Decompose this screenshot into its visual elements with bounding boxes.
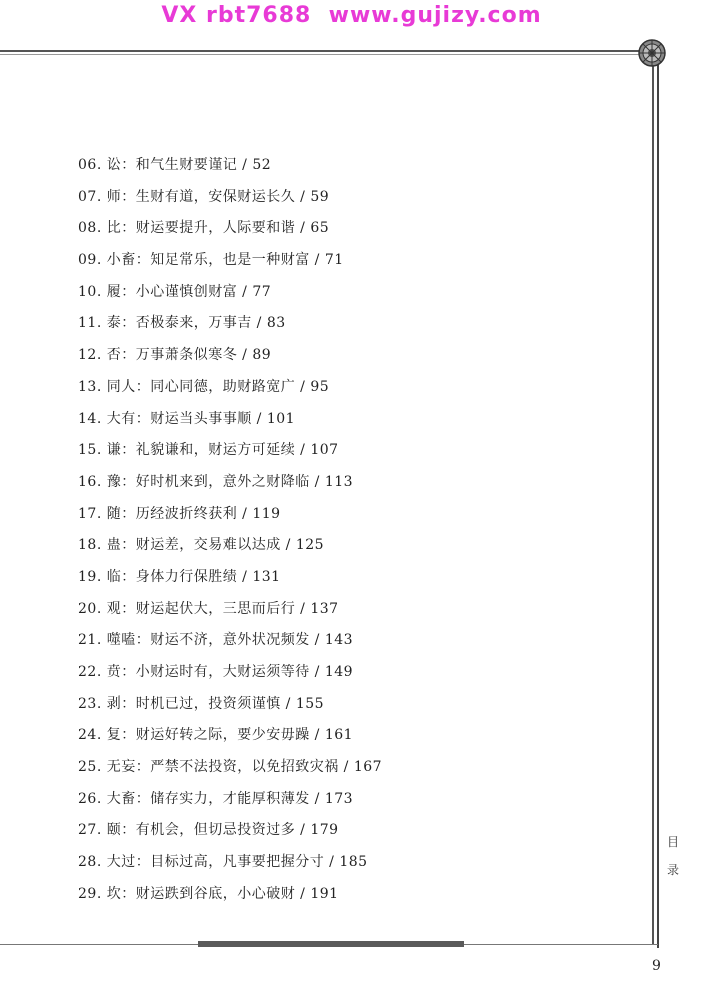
page-number: 9 [652, 958, 661, 974]
toc-entry[interactable]: 18. 蛊：财运差，交易难以达成 / 125 [78, 537, 325, 554]
toc-entry[interactable]: 19. 临：身体力行保胜绩 / 131 [78, 568, 281, 585]
toc-entry[interactable]: 08. 比：财运要提升，人际要和谐 / 65 [78, 220, 330, 237]
watermark: VX rbt7688 www.gujizy.com [161, 3, 542, 28]
toc-entry[interactable]: 24. 复：财运好转之际，要少安毋躁 / 161 [78, 727, 354, 744]
table-of-contents [78, 150, 382, 911]
toc-entry[interactable]: 23. 剥：时机已过，投资须谨慎 / 155 [78, 695, 325, 712]
toc-entry[interactable]: 09. 小畜：知足常乐，也是一种财富 / 71 [78, 252, 344, 269]
toc-entry[interactable]: 11. 泰：否极泰来，万事吉 / 83 [78, 315, 286, 332]
section-label-char: 录 [666, 863, 679, 877]
toc-entry[interactable]: 14. 大有：财运当头事事顺 / 101 [78, 410, 296, 427]
toc-entry[interactable]: 10. 履：小心谨慎创财富 / 77 [78, 283, 272, 300]
toc-entry[interactable]: 15. 谦：礼貌谦和，财运方可延续 / 107 [78, 442, 339, 459]
toc-entry[interactable]: 07. 师：生财有道，安保财运长久 / 59 [78, 188, 330, 205]
frame-right-line [652, 60, 654, 945]
toc-entry[interactable]: 20. 观：财运起伏大，三思而后行 / 137 [78, 600, 339, 617]
toc-entry[interactable]: 21. 噬嗑：财运不济，意外状况频发 / 143 [78, 632, 354, 649]
toc-entry[interactable]: 26. 大畜：储存实力，才能厚积薄发 / 173 [78, 790, 354, 807]
toc-entry[interactable]: 13. 同人：同心同德，助财路宽广 / 95 [78, 378, 330, 395]
toc-entry[interactable]: 12. 否：万事萧条似寒冬 / 89 [78, 347, 272, 364]
toc-entry[interactable]: 17. 随：历经波折终获利 / 119 [78, 505, 281, 522]
toc-entry[interactable]: 06. 讼：和气生财要谨记 / 52 [78, 157, 272, 173]
frame-top-inner-line [0, 54, 648, 55]
toc-entry[interactable]: 27. 颐：有机会，但切忌投资过多 / 179 [78, 822, 339, 839]
toc-entry[interactable]: 16. 豫：好时机来到，意外之财降临 / 113 [78, 473, 354, 490]
toc-entry[interactable]: 25. 无妄：严禁不法投资，以免招致灾祸 / 167 [78, 759, 383, 776]
section-label-char: 目 [666, 835, 679, 849]
toc-entry[interactable]: 28. 大过：目标过高，凡事要把握分寸 / 185 [78, 854, 368, 871]
flower-ornament-icon [637, 38, 667, 68]
frame-right-outer-line [657, 60, 659, 948]
frame-bottom-bar [198, 941, 464, 947]
section-label-contents [666, 828, 680, 884]
frame-top-line [0, 50, 650, 52]
toc-entry[interactable]: 22. 贲：小财运时有，大财运须等待 / 149 [78, 664, 354, 680]
toc-entry[interactable]: 29. 坎：财运跌到谷底，小心破财 / 191 [78, 885, 339, 902]
